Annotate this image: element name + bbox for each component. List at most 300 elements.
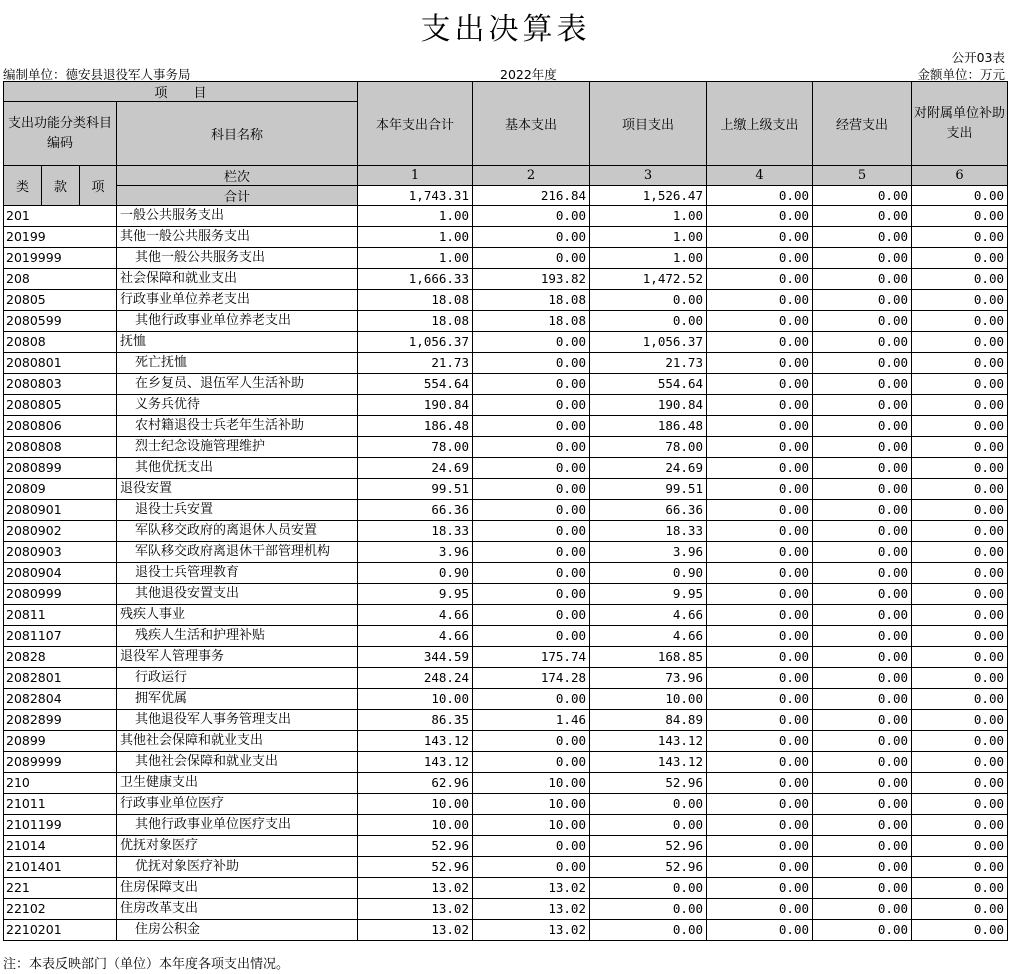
row-value: 1.00 xyxy=(590,206,707,227)
row-name: 住房保障支出 xyxy=(117,878,358,899)
table-row xyxy=(4,752,1008,773)
row-value: 0.00 xyxy=(813,857,912,878)
row-value: 0.00 xyxy=(813,647,912,668)
row-value: 0.00 xyxy=(912,584,1008,605)
row-value: 0.00 xyxy=(590,290,707,311)
row-value: 0.00 xyxy=(912,710,1008,731)
row-value: 18.08 xyxy=(358,311,473,332)
row-value: 0.00 xyxy=(912,815,1008,836)
row-value: 190.84 xyxy=(358,395,473,416)
row-value: 52.96 xyxy=(590,773,707,794)
row-value: 0.00 xyxy=(813,584,912,605)
row-value: 0.00 xyxy=(912,878,1008,899)
row-value: 3.96 xyxy=(590,542,707,563)
table-row xyxy=(4,668,1008,689)
row-value: 0.00 xyxy=(813,290,912,311)
row-code: 2080803 xyxy=(4,374,117,395)
row-value: 0.00 xyxy=(473,563,590,584)
table-row xyxy=(4,374,1008,395)
row-code: 2082899 xyxy=(4,710,117,731)
row-value: 554.64 xyxy=(590,374,707,395)
row-code: 2101401 xyxy=(4,857,117,878)
row-value: 4.66 xyxy=(358,626,473,647)
row-value: 0.00 xyxy=(813,542,912,563)
row-value: 0.00 xyxy=(912,290,1008,311)
table-row xyxy=(4,626,1008,647)
row-value: 0.00 xyxy=(707,626,813,647)
row-value: 13.02 xyxy=(358,899,473,920)
row-name: 其他社会保障和就业支出 xyxy=(117,752,358,773)
row-value: 0.00 xyxy=(813,353,912,374)
header-col-5: 经营支出 xyxy=(813,82,912,166)
row-code: 2080904 xyxy=(4,563,117,584)
row-value: 10.00 xyxy=(590,689,707,710)
row-value: 0.00 xyxy=(912,605,1008,626)
row-value: 0.00 xyxy=(707,752,813,773)
row-value: 52.96 xyxy=(358,836,473,857)
header-col-2: 基本支出 xyxy=(473,82,590,166)
row-value: 0.00 xyxy=(590,815,707,836)
row-code: 2089999 xyxy=(4,752,117,773)
row-value: 0.00 xyxy=(912,500,1008,521)
row-code: 2080806 xyxy=(4,416,117,437)
row-value: 0.00 xyxy=(813,248,912,269)
row-value: 0.00 xyxy=(813,878,912,899)
row-value: 66.36 xyxy=(358,500,473,521)
header-item: 项 目 xyxy=(4,82,358,102)
row-value: 3.96 xyxy=(358,542,473,563)
table-row xyxy=(4,206,1008,227)
total-label: 合计 xyxy=(117,186,358,206)
row-value: 0.00 xyxy=(912,395,1008,416)
table-body xyxy=(4,206,1008,941)
row-code: 2080808 xyxy=(4,437,117,458)
row-value: 18.33 xyxy=(358,521,473,542)
header-lei: 类 xyxy=(4,166,42,206)
row-value: 0.00 xyxy=(707,500,813,521)
row-value: 84.89 xyxy=(590,710,707,731)
row-value: 0.00 xyxy=(707,521,813,542)
row-code: 20811 xyxy=(4,605,117,626)
row-name: 农村籍退役士兵老年生活补助 xyxy=(117,416,358,437)
row-value: 0.00 xyxy=(912,689,1008,710)
table-row xyxy=(4,731,1008,752)
row-value: 0.00 xyxy=(813,521,912,542)
row-value: 0.00 xyxy=(473,626,590,647)
table-row xyxy=(4,878,1008,899)
row-value: 0.00 xyxy=(813,752,912,773)
row-value: 13.02 xyxy=(473,920,590,941)
row-name: 优抚对象医疗 xyxy=(117,836,358,857)
row-value: 143.12 xyxy=(358,731,473,752)
row-value: 4.66 xyxy=(590,626,707,647)
row-code: 20199 xyxy=(4,227,117,248)
colnum-3: 3 xyxy=(590,166,707,186)
row-value: 0.00 xyxy=(473,605,590,626)
row-value: 0.00 xyxy=(707,248,813,269)
table-row xyxy=(4,920,1008,941)
row-value: 1,472.52 xyxy=(590,269,707,290)
row-value: 0.00 xyxy=(912,248,1008,269)
row-value: 175.74 xyxy=(473,647,590,668)
row-value: 143.12 xyxy=(590,731,707,752)
row-value: 0.00 xyxy=(707,647,813,668)
row-value: 0.00 xyxy=(473,857,590,878)
row-code: 2080599 xyxy=(4,311,117,332)
row-value: 1,056.37 xyxy=(358,332,473,353)
table-row xyxy=(4,605,1008,626)
row-name: 住房公积金 xyxy=(117,920,358,941)
row-name: 军队移交政府的离退休人员安置 xyxy=(117,521,358,542)
row-name: 社会保障和就业支出 xyxy=(117,269,358,290)
row-value: 73.96 xyxy=(590,668,707,689)
row-value: 0.00 xyxy=(707,731,813,752)
row-value: 0.00 xyxy=(473,332,590,353)
row-value: 0.00 xyxy=(707,710,813,731)
row-value: 0.00 xyxy=(912,227,1008,248)
row-value: 1.00 xyxy=(590,227,707,248)
row-value: 0.00 xyxy=(912,752,1008,773)
row-value: 0.00 xyxy=(912,857,1008,878)
row-name: 退役安置 xyxy=(117,479,358,500)
row-value: 0.00 xyxy=(707,668,813,689)
row-name: 其他行政事业单位医疗支出 xyxy=(117,815,358,836)
row-value: 168.85 xyxy=(590,647,707,668)
table-row xyxy=(4,899,1008,920)
row-code: 20808 xyxy=(4,332,117,353)
total-value: 0.00 xyxy=(912,186,1008,206)
row-value: 0.00 xyxy=(912,899,1008,920)
compiling-unit: 编制单位：德安县退役军人事务局 xyxy=(3,67,191,82)
row-name: 卫生健康支出 xyxy=(117,773,358,794)
row-value: 0.00 xyxy=(813,794,912,815)
row-name: 退役军人管理事务 xyxy=(117,647,358,668)
row-value: 0.00 xyxy=(707,920,813,941)
row-value: 0.00 xyxy=(813,668,912,689)
row-name: 抚恤 xyxy=(117,332,358,353)
row-value: 9.95 xyxy=(590,584,707,605)
row-name: 行政运行 xyxy=(117,668,358,689)
row-value: 0.00 xyxy=(473,374,590,395)
table-row xyxy=(4,332,1008,353)
row-value: 18.08 xyxy=(473,311,590,332)
row-value: 248.24 xyxy=(358,668,473,689)
expenditure-table xyxy=(3,81,1008,941)
row-code: 208 xyxy=(4,269,117,290)
row-value: 0.00 xyxy=(473,227,590,248)
row-value: 0.00 xyxy=(707,563,813,584)
colnum-6: 6 xyxy=(912,166,1008,186)
row-value: 4.66 xyxy=(358,605,473,626)
row-value: 0.00 xyxy=(912,836,1008,857)
row-value: 0.00 xyxy=(473,731,590,752)
row-value: 0.00 xyxy=(707,542,813,563)
row-value: 0.00 xyxy=(473,395,590,416)
row-name: 退役士兵安置 xyxy=(117,500,358,521)
row-code: 201 xyxy=(4,206,117,227)
row-value: 0.00 xyxy=(707,458,813,479)
row-name: 其他社会保障和就业支出 xyxy=(117,731,358,752)
row-value: 1,056.37 xyxy=(590,332,707,353)
row-value: 52.96 xyxy=(358,857,473,878)
row-value: 1.00 xyxy=(590,248,707,269)
row-value: 99.51 xyxy=(358,479,473,500)
row-code: 20828 xyxy=(4,647,117,668)
row-name: 一般公共服务支出 xyxy=(117,206,358,227)
row-value: 0.00 xyxy=(813,458,912,479)
row-value: 344.59 xyxy=(358,647,473,668)
row-value: 0.00 xyxy=(912,479,1008,500)
row-value: 0.00 xyxy=(813,815,912,836)
row-value: 0.00 xyxy=(813,605,912,626)
header-code-group: 支出功能分类科目编码 xyxy=(4,102,117,166)
table-row xyxy=(4,689,1008,710)
row-value: 0.00 xyxy=(912,668,1008,689)
header-name: 科目名称 xyxy=(117,102,358,166)
row-value: 0.00 xyxy=(473,752,590,773)
row-value: 0.00 xyxy=(707,311,813,332)
row-value: 1.46 xyxy=(473,710,590,731)
row-value: 24.69 xyxy=(590,458,707,479)
row-value: 21.73 xyxy=(590,353,707,374)
row-value: 0.00 xyxy=(707,395,813,416)
row-value: 0.00 xyxy=(912,647,1008,668)
table-row xyxy=(4,479,1008,500)
row-value: 0.00 xyxy=(707,689,813,710)
row-name: 其他优抚支出 xyxy=(117,458,358,479)
total-value: 1,743.31 xyxy=(358,186,473,206)
row-code: 22102 xyxy=(4,899,117,920)
row-value: 13.02 xyxy=(358,878,473,899)
table-row xyxy=(4,500,1008,521)
row-name: 住房改革支出 xyxy=(117,899,358,920)
row-name: 死亡抚恤 xyxy=(117,353,358,374)
row-value: 0.00 xyxy=(813,206,912,227)
table-row xyxy=(4,353,1008,374)
row-name: 其他一般公共服务支出 xyxy=(117,248,358,269)
row-value: 0.00 xyxy=(707,836,813,857)
row-value: 0.00 xyxy=(473,458,590,479)
row-value: 0.00 xyxy=(912,626,1008,647)
header-lanci: 栏次 xyxy=(117,166,358,186)
row-name: 其他退役军人事务管理支出 xyxy=(117,710,358,731)
row-name: 行政事业单位养老支出 xyxy=(117,290,358,311)
row-value: 1.00 xyxy=(358,227,473,248)
table-row xyxy=(4,647,1008,668)
row-value: 0.00 xyxy=(813,626,912,647)
row-value: 0.00 xyxy=(473,836,590,857)
table-row xyxy=(4,290,1008,311)
row-name: 残疾人事业 xyxy=(117,605,358,626)
row-value: 0.00 xyxy=(707,269,813,290)
row-name: 拥军优属 xyxy=(117,689,358,710)
row-value: 0.00 xyxy=(813,227,912,248)
row-code: 21011 xyxy=(4,794,117,815)
table-row xyxy=(4,395,1008,416)
row-value: 0.00 xyxy=(473,689,590,710)
row-value: 10.00 xyxy=(358,689,473,710)
row-value: 0.00 xyxy=(707,773,813,794)
row-name: 行政事业单位医疗 xyxy=(117,794,358,815)
row-value: 0.00 xyxy=(912,773,1008,794)
row-code: 2080899 xyxy=(4,458,117,479)
row-value: 52.96 xyxy=(590,836,707,857)
row-value: 186.48 xyxy=(358,416,473,437)
row-value: 0.00 xyxy=(473,542,590,563)
row-value: 10.00 xyxy=(358,794,473,815)
row-code: 2080902 xyxy=(4,521,117,542)
row-name: 优抚对象医疗补助 xyxy=(117,857,358,878)
row-value: 0.00 xyxy=(473,248,590,269)
row-value: 0.00 xyxy=(813,311,912,332)
row-code: 2080901 xyxy=(4,500,117,521)
row-value: 0.00 xyxy=(813,689,912,710)
row-value: 0.00 xyxy=(707,227,813,248)
row-value: 10.00 xyxy=(473,794,590,815)
header-xiang: 项 xyxy=(80,166,117,206)
row-value: 0.00 xyxy=(590,794,707,815)
row-value: 143.12 xyxy=(358,752,473,773)
row-value: 0.00 xyxy=(473,206,590,227)
row-value: 52.96 xyxy=(590,857,707,878)
row-value: 0.00 xyxy=(813,710,912,731)
row-value: 78.00 xyxy=(358,437,473,458)
row-value: 0.00 xyxy=(912,311,1008,332)
header-col-1: 本年支出合计 xyxy=(358,82,473,166)
row-value: 0.00 xyxy=(912,521,1008,542)
row-value: 13.02 xyxy=(358,920,473,941)
row-code: 2082801 xyxy=(4,668,117,689)
total-value: 0.00 xyxy=(707,186,813,206)
row-value: 13.02 xyxy=(473,899,590,920)
row-code: 20899 xyxy=(4,731,117,752)
row-value: 0.00 xyxy=(707,899,813,920)
table-row xyxy=(4,227,1008,248)
row-value: 0.00 xyxy=(813,332,912,353)
row-value: 18.33 xyxy=(590,521,707,542)
page-title: 支出决算表 xyxy=(420,12,591,47)
row-value: 0.00 xyxy=(813,563,912,584)
row-value: 0.00 xyxy=(707,605,813,626)
row-code: 2080903 xyxy=(4,542,117,563)
row-value: 0.00 xyxy=(707,479,813,500)
row-value: 0.00 xyxy=(912,437,1008,458)
row-value: 0.00 xyxy=(912,542,1008,563)
row-value: 0.00 xyxy=(813,395,912,416)
row-value: 0.00 xyxy=(707,857,813,878)
row-name: 其他行政事业单位养老支出 xyxy=(117,311,358,332)
row-value: 0.00 xyxy=(707,437,813,458)
row-value: 143.12 xyxy=(590,752,707,773)
row-value: 0.00 xyxy=(707,374,813,395)
row-value: 0.00 xyxy=(707,584,813,605)
row-code: 2101199 xyxy=(4,815,117,836)
table-row xyxy=(4,542,1008,563)
row-value: 0.00 xyxy=(813,500,912,521)
row-value: 0.00 xyxy=(813,416,912,437)
row-value: 62.96 xyxy=(358,773,473,794)
row-value: 4.66 xyxy=(590,605,707,626)
table-row xyxy=(4,248,1008,269)
row-value: 193.82 xyxy=(473,269,590,290)
row-name: 军队移交政府离退休干部管理机构 xyxy=(117,542,358,563)
row-code: 2082804 xyxy=(4,689,117,710)
row-value: 0.00 xyxy=(912,563,1008,584)
table-row xyxy=(4,521,1008,542)
row-value: 0.00 xyxy=(707,332,813,353)
row-value: 0.00 xyxy=(912,731,1008,752)
row-value: 0.00 xyxy=(707,290,813,311)
row-value: 0.00 xyxy=(912,374,1008,395)
header-col-4: 上缴上级支出 xyxy=(707,82,813,166)
row-code: 2019999 xyxy=(4,248,117,269)
row-value: 18.08 xyxy=(473,290,590,311)
table-row xyxy=(4,437,1008,458)
table-row xyxy=(4,857,1008,878)
row-value: 174.28 xyxy=(473,668,590,689)
row-value: 0.00 xyxy=(912,332,1008,353)
row-value: 0.00 xyxy=(707,353,813,374)
table-row xyxy=(4,710,1008,731)
table-row xyxy=(4,416,1008,437)
table-row xyxy=(4,311,1008,332)
table-row xyxy=(4,458,1008,479)
table-row xyxy=(4,563,1008,584)
colnum-4: 4 xyxy=(707,166,813,186)
row-value: 0.00 xyxy=(707,878,813,899)
row-value: 0.00 xyxy=(813,374,912,395)
row-value: 0.00 xyxy=(590,899,707,920)
row-value: 1,666.33 xyxy=(358,269,473,290)
row-value: 18.08 xyxy=(358,290,473,311)
row-value: 0.00 xyxy=(473,437,590,458)
row-value: 86.35 xyxy=(358,710,473,731)
row-code: 2080999 xyxy=(4,584,117,605)
row-value: 0.90 xyxy=(358,563,473,584)
row-value: 0.00 xyxy=(707,794,813,815)
row-value: 0.00 xyxy=(590,311,707,332)
row-name: 烈士纪念设施管理维护 xyxy=(117,437,358,458)
header-kuan: 款 xyxy=(42,166,80,206)
row-code: 20805 xyxy=(4,290,117,311)
row-value: 10.00 xyxy=(358,815,473,836)
row-value: 0.00 xyxy=(912,206,1008,227)
colnum-5: 5 xyxy=(813,166,912,186)
table-row xyxy=(4,269,1008,290)
row-value: 0.00 xyxy=(912,920,1008,941)
row-code: 21014 xyxy=(4,836,117,857)
row-value: 0.00 xyxy=(813,836,912,857)
row-value: 24.69 xyxy=(358,458,473,479)
row-value: 0.00 xyxy=(473,500,590,521)
row-code: 2210201 xyxy=(4,920,117,941)
row-code: 20809 xyxy=(4,479,117,500)
row-value: 0.00 xyxy=(473,479,590,500)
table-row xyxy=(4,815,1008,836)
row-name: 残疾人生活和护理补贴 xyxy=(117,626,358,647)
row-value: 554.64 xyxy=(358,374,473,395)
row-value: 0.00 xyxy=(473,521,590,542)
row-value: 0.00 xyxy=(912,353,1008,374)
table-row xyxy=(4,584,1008,605)
row-value: 0.00 xyxy=(813,437,912,458)
row-value: 0.00 xyxy=(813,773,912,794)
row-value: 99.51 xyxy=(590,479,707,500)
row-value: 0.00 xyxy=(707,206,813,227)
row-value: 0.00 xyxy=(590,878,707,899)
row-value: 0.00 xyxy=(707,416,813,437)
fiscal-year: 2022年度 xyxy=(500,67,557,82)
